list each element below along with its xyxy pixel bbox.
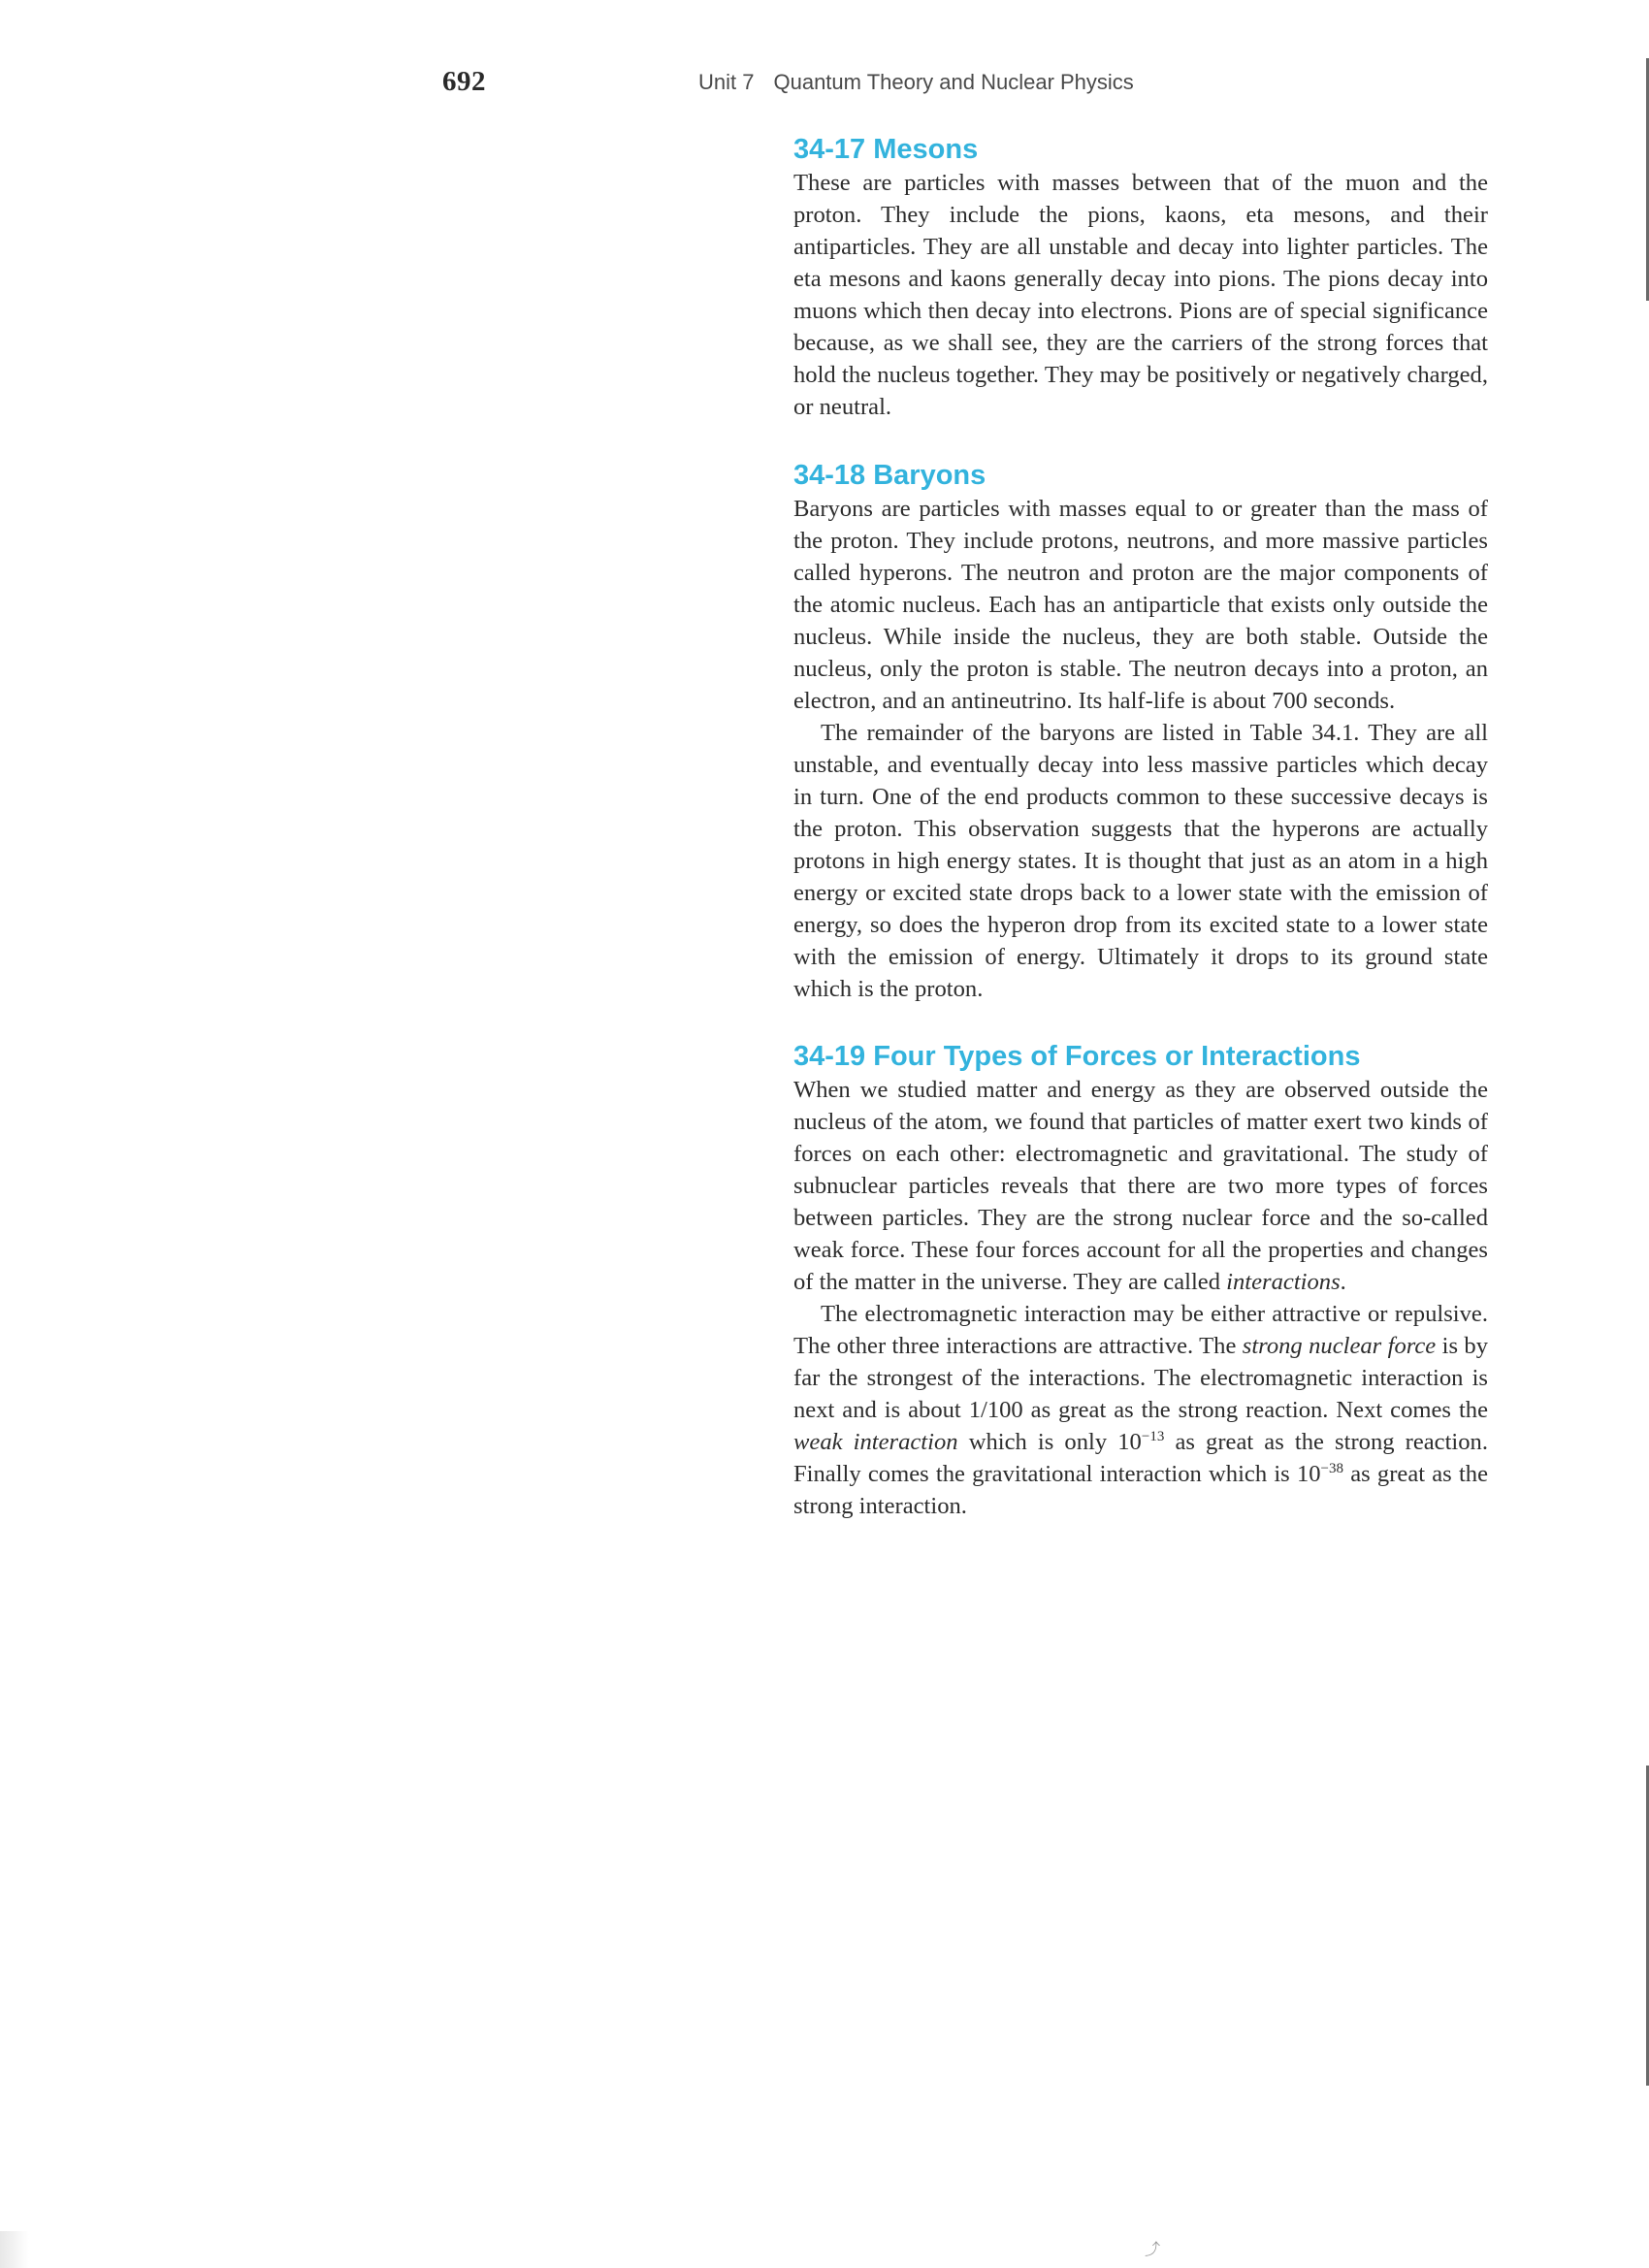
mesons-paragraph-1: These are particles with masses between that of the muon and the proton. They include the pions, kaons, eta mesons, and their antiparticles. They are all unstable and decay into lighter particles. The eta mesons and kaons generally decay into pions. The pions decay into muons which then decay into electrons. Pions are of special significance because, as we shall see, they are the carriers of the strong forces that hold the nucleus together. They may be positively or negatively charged, or neutral. xyxy=(793,170,1488,420)
unit-title: Quantum Theory and Nuclear Physics xyxy=(773,70,1134,94)
baryons-paragraph-2: The remainder of the baryons are listed in Table 34.1. They are all unstable, and eventually decay into less massive particles which decay in turn. One of the end products common to these successive decays is the proton. This observation suggests that the hyperons are actually protons in high energy states. It is thought that just as an atom in a high energy or excited state drops back to a lower state with the emission of energy, so does the hyperon drop from its excited state to a lower state with the emission of energy. Ultimately it drops to its ground state which is the proton. xyxy=(793,720,1488,1002)
term-interactions: interactions xyxy=(1226,1269,1341,1295)
forces-p2-e: as great as the strong interaction. xyxy=(793,1461,1489,1519)
forces-p1-text: When we studied matter and energy as they are observed outside the nucleus of the atom, we found that particles of matter exert two kinds of forces on each other: electromagnetic and gravitational. The study of subnuclear particles reveals that there are two more types of forces between particles. They are the strong nuclear force and the so-called weak force. These four forces account for all the properties and changes of the matter in the universe. They are called xyxy=(793,1077,1488,1295)
baryons-paragraph-1: Baryons are particles with masses equal to or greater than the mass of the proton. They include protons, neutrons, and more massive particles called hyperons. The neutron and proton are the major components of the atomic nucleus. Each has an antiparticle that exists only outside the nucleus. While inside the nucleus, they are both stable. Outside the nucleus, only the proton is stable. The neutron decays into a proton, an electron, and an antineutrino. Its half-life is about 700 seconds. xyxy=(793,496,1488,714)
exponent-38: −38 xyxy=(1320,1461,1344,1476)
scan-edge-shadow xyxy=(0,2231,29,2268)
scan-speck-icon: ⤴ xyxy=(1145,2240,1161,2258)
section-heading-baryons: 34-18 Baryons xyxy=(793,460,986,491)
section-four-forces xyxy=(793,1039,1488,1522)
forces-p2-b: is by far the strongest of the interactions. The electromagnetic interaction is next and is about 1/100 as great as the strong reaction. Next comes the xyxy=(793,1333,1488,1423)
section-heading-mesons: 34-17 Mesons xyxy=(793,134,979,165)
exponent-13: −13 xyxy=(1141,1429,1165,1444)
forces-p2-c: which is only 10 xyxy=(957,1429,1142,1455)
section-baryons xyxy=(793,458,1488,1005)
forces-p2-d: as great as the strong reaction. Finally comes the gravitational interaction which is 10 xyxy=(793,1429,1488,1487)
term-weak-interaction: weak interaction xyxy=(793,1429,958,1455)
forces-p2-a: The electromagnetic interaction may be either attractive or repulsive. The other three interactions are attractive. The xyxy=(793,1301,1488,1359)
term-strong-nuclear-force: strong nuclear force xyxy=(1242,1333,1437,1359)
forces-paragraph-1 xyxy=(793,1074,1488,1298)
running-head xyxy=(698,70,1134,95)
section-heading-four-forces: 34-19 Four Types of Forces or Interactions xyxy=(793,1041,1361,1072)
main-column xyxy=(793,132,1488,1522)
page-number: 692 xyxy=(442,66,486,97)
forces-p1-end: . xyxy=(1340,1269,1346,1295)
unit-label: Unit 7 xyxy=(698,70,755,94)
section-mesons xyxy=(793,132,1488,423)
forces-paragraph-2 xyxy=(793,1298,1488,1522)
